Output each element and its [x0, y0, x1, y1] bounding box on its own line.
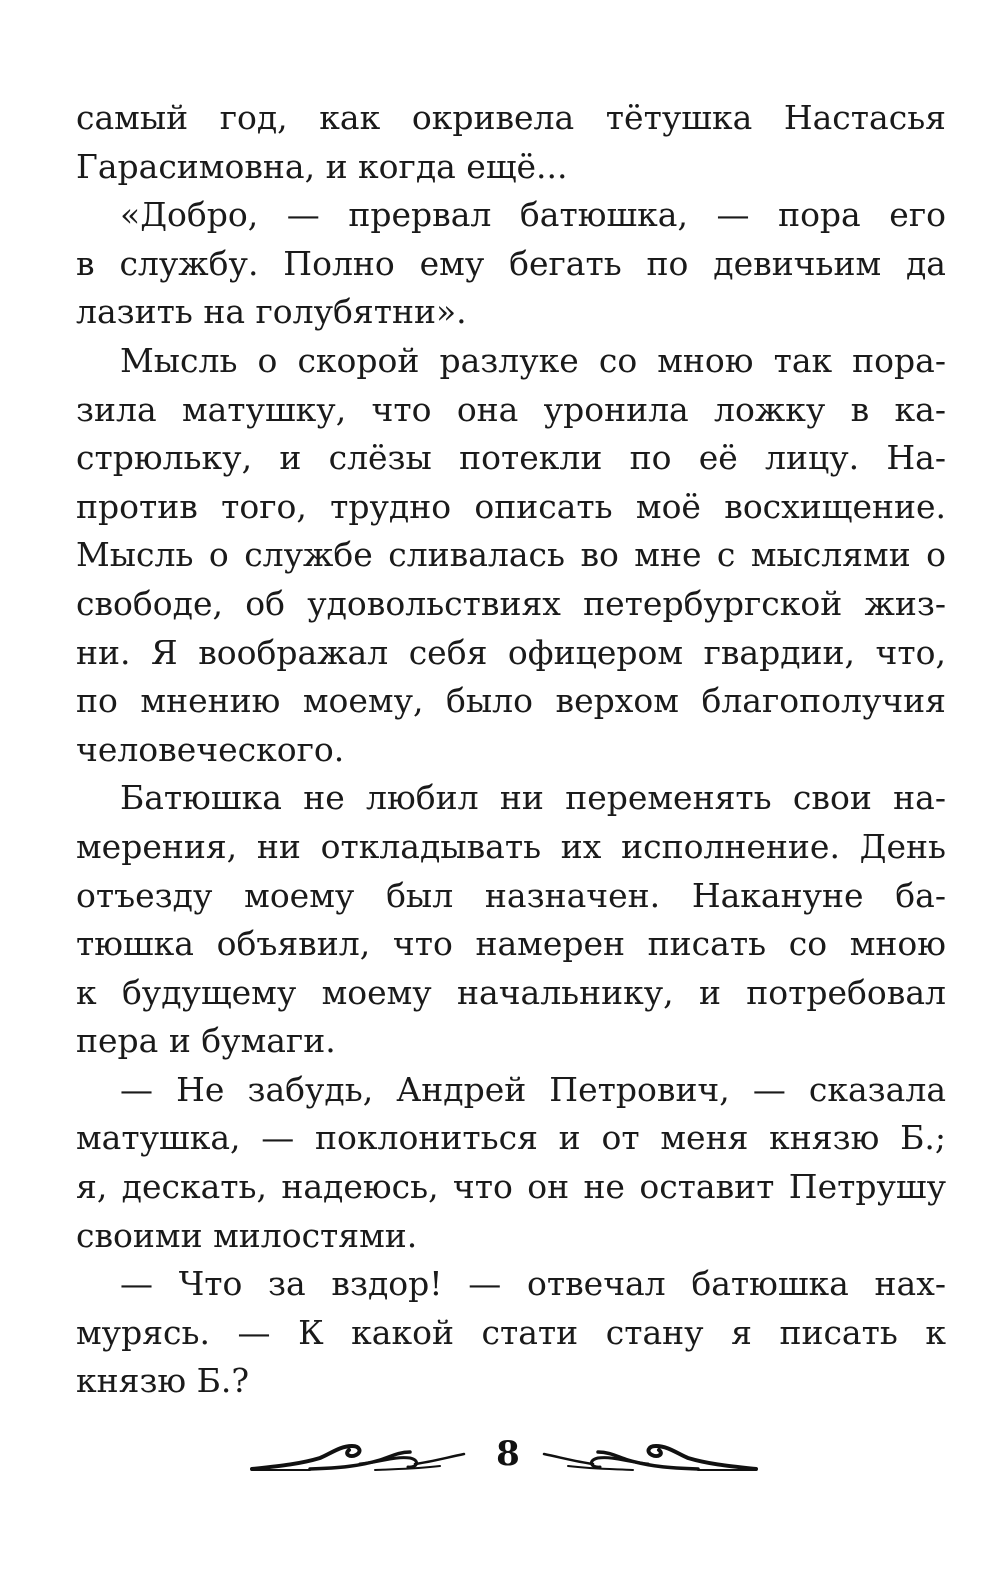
text-line: Батюшка не любил ни переменять свои на- [120, 778, 946, 818]
page-footer [0, 1432, 1000, 1502]
text-line: матушка, — поклониться и от меня князю Б.; [76, 1118, 946, 1158]
text-line: стрюльку, и слёзы потекли по её лицу. На- [76, 438, 946, 478]
text-line: против того, трудно описать моё восхищение. [76, 486, 946, 526]
text-line: — Что за вздор! — отвечал батюшка нах- [120, 1264, 946, 1304]
text-line: человеческого. [76, 729, 345, 769]
text-line: лазить на голубятни». [76, 292, 467, 332]
text-line: свободе, об удовольствиях петербургской жиз- [76, 583, 946, 623]
flourish-ornament-icon [536, 1436, 758, 1476]
text-line: мерения, ни откладывать их исполнение. День [76, 826, 946, 866]
body-text [76, 94, 946, 1406]
text-line: князю Б.? [76, 1361, 250, 1401]
text-line: в службу. Полно ему бегать по девичьим да [76, 243, 946, 283]
text-line: — Не забудь, Андрей Петрович, — сказала [120, 1069, 946, 1109]
text-line: зила матушку, что она уронила ложку в ка- [76, 389, 946, 429]
text-line: я, дескать, надеюсь, что он не оставит Петрушу [76, 1167, 946, 1207]
text-line: «Добро, — прервал батюшка, — пора его [120, 195, 946, 235]
flourish-ornament-icon [250, 1436, 472, 1476]
text-line: самый год, как окривела тётушка Настасья [76, 98, 946, 137]
text-line: по мнению моему, было верхом благополучия [76, 681, 946, 721]
text-line: отъезду моему был назначен. Накануне ба- [76, 875, 946, 915]
text-line: мурясь. — К какой стати стану я писать к [76, 1312, 946, 1352]
text-line: к будущему моему начальнику, и потребовал [76, 972, 946, 1012]
text-line: Гарасимовна, и когда ещё... [76, 146, 568, 186]
text-line: пера и бумаги. [76, 1021, 336, 1061]
text-line: своими милостями. [76, 1215, 418, 1255]
text-line: ни. Я воображал себя офицером гвардии, что, [76, 632, 946, 672]
text-line: Мысль о службе сливалась во мне с мыслями о [76, 535, 946, 575]
text-line: Мысль о скорой разлуке со мною так пора- [120, 340, 946, 380]
text-line: тюшка объявил, что намерен писать со мною [76, 924, 946, 964]
page-number: 8 [496, 1434, 520, 1474]
